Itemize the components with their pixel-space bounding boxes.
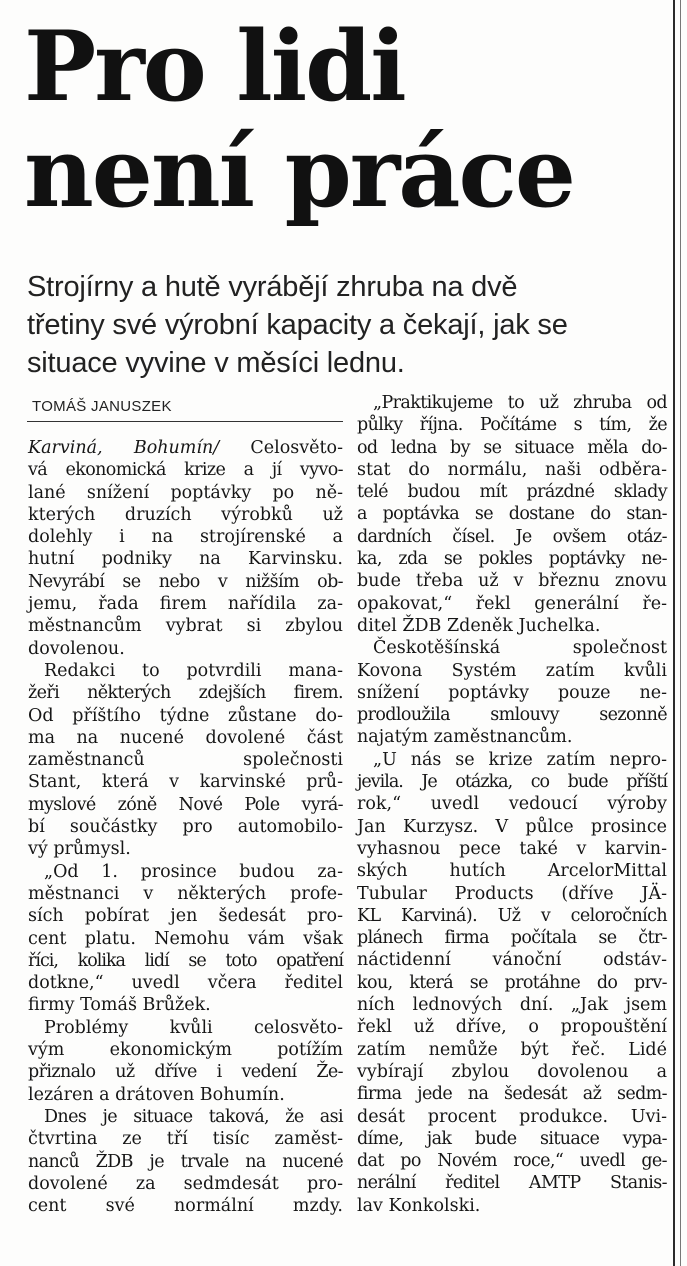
column-line: dovolené za sedmdesát pro-	[28, 1173, 343, 1194]
headline-line-2: není práce	[24, 116, 574, 229]
column-line: od ledna by se situace měla do-	[357, 437, 667, 458]
column-line: bude třeba už v březnu znovu	[357, 571, 667, 592]
column-line: dardních čísel. Je ovšem otáz-	[357, 526, 667, 547]
column-line: zaměstnanců společnosti	[28, 750, 343, 771]
column-divider-thin-rule	[680, 0, 681, 1266]
column-line: Od příštího týdne zůstane do-	[28, 705, 343, 726]
column-line: přiznalo už dříve i vedení Že-	[28, 1062, 343, 1083]
column-line: Karviná, Bohumín/ Celosvěto-	[28, 438, 343, 458]
column-line: snížení poptávky pouze ne-	[357, 682, 667, 703]
column-line: Tubular Products (dříve JÄ-	[357, 883, 667, 904]
column-line: „Praktikujeme to už zhruba od	[373, 393, 667, 413]
lead-line-1: Strojírny a hutě vyrábějí zhruba na dvě	[27, 271, 518, 303]
column-line: žeři některých zdejších firem.	[28, 683, 343, 704]
article-column-left	[28, 437, 343, 1217]
column-line: řekl už dříve, o propouštění	[357, 1017, 667, 1038]
column-line: najatým zaměstnancům.	[357, 727, 573, 748]
column-line: stat do normálu, naši odběra-	[357, 459, 667, 480]
column-line: hutní podniky na Karvinsku.	[28, 549, 343, 570]
column-line: lav Konkolski.	[357, 1195, 481, 1216]
column-line: Dnes je situace taková, že asi	[44, 1106, 343, 1127]
column-line: čtvrtina ze tří tisíc zaměst-	[28, 1129, 343, 1150]
dateline: Karviná, Bohumín/	[28, 438, 220, 458]
column-line: jemu, řada firem nařídila za-	[28, 594, 343, 615]
column-line: Nevyrábí se nebo v nižším ob-	[28, 571, 343, 592]
byline: TOMÁŠ JANUSZEK	[32, 398, 172, 415]
column-line: říci, kolika lidí se toto opatření	[28, 950, 343, 971]
column-line: bí součástky pro automobilo-	[28, 817, 343, 838]
column-line: lané snížení poptávky po ně-	[28, 482, 343, 503]
article-column-right	[357, 392, 667, 1217]
headline-line-1: Pro lidi	[24, 10, 405, 123]
column-line: firma jede na šedesát až sedm-	[357, 1084, 667, 1105]
column-line: a poptávka se dostane do stan-	[357, 504, 667, 525]
byline-rule	[27, 421, 343, 422]
column-line: Problémy kvůli celosvěto-	[44, 1017, 343, 1038]
column-line: náctidenní vánoční odstáv-	[357, 950, 667, 971]
column-line: vybírají zbylou dovolenou a	[357, 1061, 667, 1082]
column-line: vým ekonomickým potížím	[28, 1040, 343, 1061]
lead-line-3: situace vyvine v měsíci lednu.	[27, 347, 405, 379]
column-line: jevila. Je otázka, co bude příští	[357, 772, 667, 793]
column-line: ka, zda se pokles poptávky ne-	[357, 549, 667, 570]
headline	[24, 10, 674, 229]
column-line: díme, jak bude situace vypa-	[357, 1128, 667, 1149]
column-line: firmy Tomáš Brůžek.	[28, 995, 211, 1016]
column-line: ských hutích ArcelorMittal	[357, 861, 667, 882]
column-line: myslové zóně Nové Pole vyrá-	[28, 794, 343, 815]
column-line: „U nás se krize zatím nepro-	[373, 749, 667, 770]
column-line: vyhasnou pece také v karvin-	[357, 838, 667, 859]
column-line: dolehly i na strojírenské a	[28, 527, 343, 548]
column-line: Redakci to potvrdili mana-	[44, 660, 343, 681]
column-line: městnancům vybrat si zbylou	[28, 616, 343, 637]
column-line: Jan Kurzysz. V půlce prosince	[357, 816, 667, 837]
column-line: lezáren a drátoven Bohumín.	[28, 1084, 285, 1105]
column-line: ma na nucené dovolené část	[28, 727, 343, 748]
column-line: „Od 1. prosince budou za-	[44, 861, 343, 882]
column-line: plánech firma počítala se čtr-	[357, 928, 667, 949]
column-line: rok,“ uvedl vedoucí výroby	[357, 794, 667, 815]
lead-paragraph	[27, 268, 667, 382]
column-line: ditel ŽDB Zdeněk Juchelka.	[357, 615, 601, 636]
column-line: desát procent produkce. Uvi-	[357, 1106, 667, 1127]
column-line: nanců ŽDB je trvale na nucené	[28, 1151, 343, 1172]
column-line: opakovat,“ řekl generální ře-	[357, 593, 667, 614]
column-line: kterých druzích výrobků už	[28, 504, 343, 525]
column-line: půlky října. Počítáme s tím, že	[357, 415, 667, 436]
column-line: vý průmysl.	[28, 839, 131, 860]
column-line: dat po Novém roce,“ uvedl ge-	[357, 1151, 667, 1172]
column-line: nerální ředitel AMTP Stanis-	[357, 1173, 667, 1194]
column-line: vá ekonomická krize a jí vyvo-	[28, 460, 343, 481]
column-line: sích pobírat jen šedesát pro-	[28, 906, 343, 927]
column-line: cent své normální mzdy.	[28, 1196, 343, 1217]
column-line: dotkne,“ uvedl včera ředitel	[28, 973, 343, 994]
column-line: dovolenou.	[28, 638, 125, 659]
column-line: telé budou mít prázdné sklady	[357, 482, 667, 503]
column-line: zatím nemůže být řeč. Lidé	[357, 1039, 667, 1060]
column-line: KL Karviná). Už v celoročních	[357, 905, 667, 926]
column-line: městnanci v některých profe-	[28, 883, 343, 904]
column-line: ních lednových dní. „Jak jsem	[357, 995, 667, 1016]
column-line: Kovona Systém zatím kvůli	[357, 660, 667, 681]
column-line: kou, která se protáhne do prv-	[357, 972, 667, 993]
lead-line-2: třetiny své výrobní kapacity a čekají, jak se	[27, 309, 568, 341]
column-line: Stant, která v karvinské prů-	[28, 772, 343, 793]
column-line: Českotěšínská společnost	[373, 638, 667, 659]
column-line: prodloužila smlouvy sezonně	[357, 705, 667, 726]
column-line: cent platu. Nemohu vám však	[28, 928, 343, 949]
